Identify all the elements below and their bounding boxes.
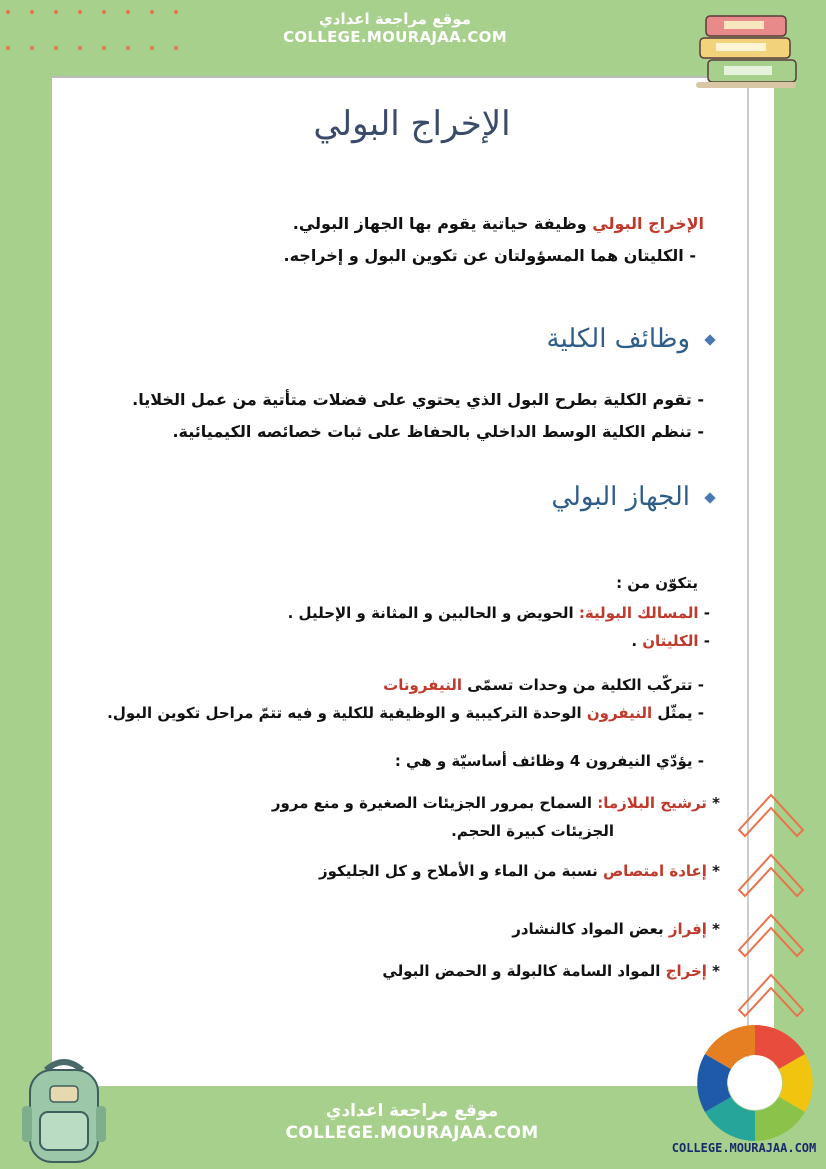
brand-footer: COLLEGE.MOURAJAA.COM — [671, 1141, 817, 1155]
document-content — [52, 76, 774, 1086]
site-banner-top[interactable] — [264, 0, 526, 52]
section1-heading-text: وظائف الكلية — [546, 324, 690, 354]
section1-heading — [547, 324, 714, 354]
function-item-3: * إفراز بعض المواد كالنشادر — [512, 920, 720, 938]
intro-line-1 — [293, 214, 704, 233]
nephron-highlight: النيفرون — [586, 704, 653, 722]
section1-line-2: - تنظم الكلية الوسط الداخلي بالحفاظ على ثبات خصائصه الكيميائية. — [172, 422, 704, 441]
functions-intro: - يؤدّي النيفرون 4 وظائف أساسيّة و هي : — [394, 752, 704, 770]
function-highlight: إعادة امتصاص — [602, 862, 707, 880]
component-highlight: الكليتان — [642, 632, 699, 650]
intro-line-2: - الكليتان هما المسؤولتان عن تكوين البول و إخراجه. — [283, 246, 696, 265]
function-item-1: * ترشيح البلازما: السماح بمرور الجزيئات الصغيرة و منع مرور — [271, 794, 720, 812]
component-highlight: المسالك البولية: — [578, 604, 699, 622]
document-title: الإخراج البولي — [313, 104, 511, 144]
nephron-line-2: - يمثّل النيفرون الوحدة التركيبية و الوظيفية للكلية و فيه تتمّ مراحل تكوين البول. — [107, 704, 704, 722]
site-name: موقع مراجعة اعدادي — [319, 10, 471, 28]
consists-label: يتكوّن من : — [616, 574, 698, 592]
function-highlight: إفراز — [668, 920, 707, 938]
section2-heading-text: الجهاز البولي — [551, 482, 690, 512]
function-item-2: * إعادة امتصاص نسبة من الماء و الأملاح و كل الجليكوز — [319, 862, 720, 880]
intro-text: وظيفة حياتية يقوم بها الجهاز البولي. — [292, 214, 593, 233]
site-banner-bottom[interactable] — [266, 1086, 558, 1156]
nephron-line-1: - تتركّب الكلية من وحدات تسمّى النيفرونات — [383, 676, 704, 694]
document-page — [52, 76, 774, 1086]
backpack-icon — [16, 1056, 112, 1166]
site-url: COLLEGE.MOURAJAA.COM — [285, 1123, 539, 1143]
function-item-1-cont: الجزيئات كبيرة الحجم. — [451, 822, 614, 840]
diamond-bullet-icon — [704, 334, 715, 345]
component-item-1: - المسالك البولية: الحويض و الحالبين و المثانة و الإحليل . — [287, 604, 710, 622]
dots-decoration-icon — [0, 0, 200, 60]
function-highlight: ترشيح البلازما: — [597, 794, 707, 812]
function-item-4: * إخراج المواد السامة كالبولة و الحمض البولي — [382, 962, 720, 980]
function-highlight: إخراج — [665, 962, 707, 980]
books-icon — [694, 10, 804, 92]
diamond-bullet-icon — [704, 492, 715, 503]
subjects-wheel-icon — [694, 1022, 816, 1144]
section1-line-1: - تقوم الكلية بطرح البول الذي يحتوي على فضلات متأتية من عمل الخلايا. — [132, 390, 704, 409]
component-item-2: - الكليتان . — [631, 632, 710, 650]
section2-heading — [551, 482, 714, 512]
nephron-highlight: النيفرونات — [383, 676, 462, 694]
site-url: COLLEGE.MOURAJAA.COM — [283, 28, 507, 46]
site-name: موقع مراجعة اعدادي — [325, 1101, 499, 1121]
intro-highlight: الإخراج البولي — [592, 214, 704, 233]
